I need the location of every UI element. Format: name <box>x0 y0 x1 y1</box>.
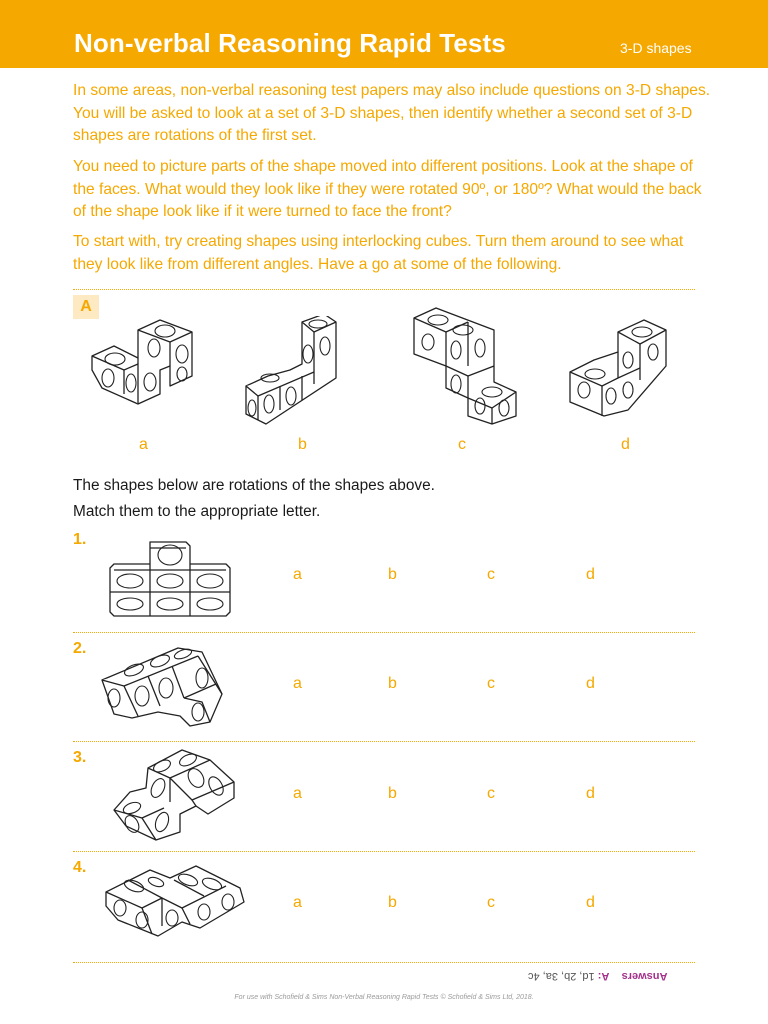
divider <box>73 962 695 963</box>
q2-option-d[interactable]: d <box>586 675 595 692</box>
intro-paragraph-1: In some areas, non-verbal reasoning test papers may also include questions on 3-D shapes. You will be asked to look at a set of 3-D shapes, then identify whether a second set of 3-D shapes are rotations of the first set. <box>73 82 711 144</box>
question-number-4: 4. <box>73 859 87 876</box>
q1-option-a[interactable]: a <box>293 566 302 583</box>
q4-option-b[interactable]: b <box>388 894 397 911</box>
shape-d-figure <box>566 316 670 418</box>
answers-key <box>528 970 667 982</box>
answers-values: 1d, 2b, 3a, 4c <box>528 970 595 982</box>
q1-option-d[interactable]: d <box>586 566 595 583</box>
q4-option-c[interactable]: c <box>487 894 495 911</box>
divider <box>73 632 695 633</box>
q3-option-b[interactable]: b <box>388 785 397 802</box>
page-title: Non-verbal Reasoning Rapid Tests <box>74 28 506 58</box>
q2-option-b[interactable]: b <box>388 675 397 692</box>
answers-label: Answers <box>621 970 668 982</box>
shape-label-a: a <box>139 436 148 453</box>
cube-shape-a <box>92 320 192 404</box>
question-1-figure <box>108 540 234 620</box>
cube-shape-q4 <box>106 866 244 936</box>
cube-shape-d <box>570 320 666 416</box>
instruction-line-2: Match them to the appropriate letter. <box>73 503 321 520</box>
header-bar <box>0 0 768 68</box>
shape-label-c: c <box>458 436 466 453</box>
divider <box>73 741 695 742</box>
shape-label-d: d <box>621 436 630 453</box>
page-subtitle: 3-D shapes <box>620 40 692 56</box>
footer-copyright: For use with Schofield & Sims Non-Verbal Reasoning Rapid Tests © Schofield & Sims Ltd, 2018. <box>234 994 534 1001</box>
shape-c-figure <box>410 306 522 430</box>
divider <box>73 289 695 290</box>
q4-option-a[interactable]: a <box>293 894 302 911</box>
instruction-line-1: The shapes below are rotations of the shapes above. <box>73 477 435 494</box>
question-4-figure <box>100 862 248 942</box>
section-badge: A <box>73 295 99 319</box>
question-2-figure <box>98 644 242 730</box>
cube-shape-b <box>246 316 336 424</box>
cube-shape-q2 <box>102 647 222 726</box>
q2-option-c[interactable]: c <box>487 675 495 692</box>
intro-paragraph-3: To start with, try creating shapes using interlocking cubes. Turn them around to see what they look like from different angles. Have a go at some of the following. <box>73 233 684 273</box>
question-number-1: 1. <box>73 531 87 548</box>
question-number-3: 3. <box>73 749 87 766</box>
q3-option-c[interactable]: c <box>487 785 495 802</box>
shape-label-b: b <box>298 436 307 453</box>
q1-option-c[interactable]: c <box>487 566 495 583</box>
cube-shape-q1 <box>110 542 230 616</box>
cube-shape-c <box>414 308 516 424</box>
question-3-figure <box>112 746 238 844</box>
q2-option-a[interactable]: a <box>293 675 302 692</box>
q3-option-d[interactable]: d <box>586 785 595 802</box>
answers-section-key: A: <box>597 970 610 982</box>
shape-b-figure <box>240 316 340 434</box>
question-number-2: 2. <box>73 640 87 657</box>
q4-option-d[interactable]: d <box>586 894 595 911</box>
q1-option-b[interactable]: b <box>388 566 397 583</box>
divider <box>73 851 695 852</box>
q3-option-a[interactable]: a <box>293 785 302 802</box>
shape-a-figure <box>88 318 200 420</box>
intro-paragraph-2: You need to picture parts of the shape moved into different positions. Look at the shape of the faces. What would they look like if they were rotated 90º, or 180º? What would the back of the shape look like if it were turned to face the front? <box>73 158 702 220</box>
cube-shape-q3 <box>114 750 234 840</box>
